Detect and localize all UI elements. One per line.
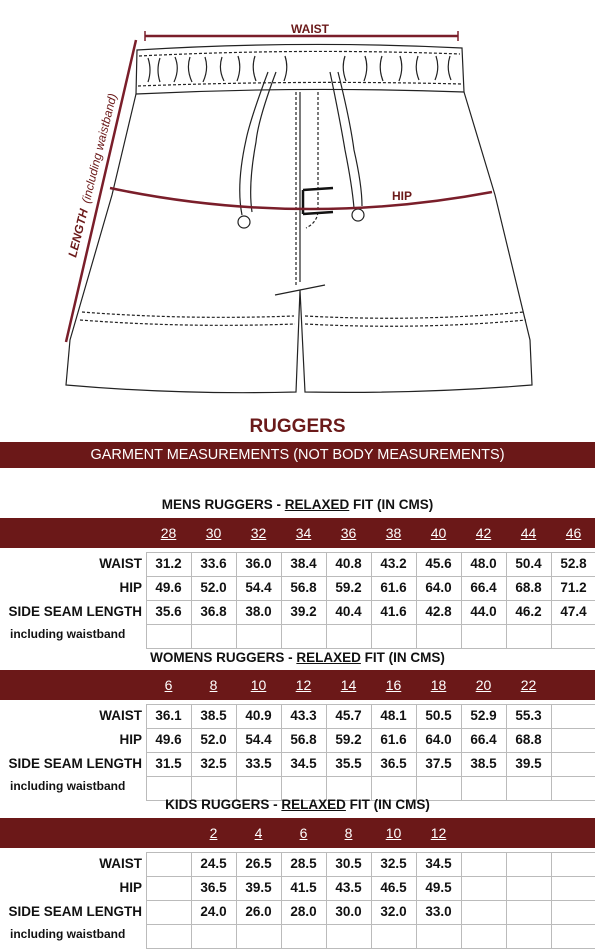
size-header: 20 bbox=[475, 677, 492, 693]
waistband-note: including waistband bbox=[10, 927, 126, 941]
measure-value: 28.0 bbox=[290, 904, 317, 919]
size-header: 22 bbox=[520, 677, 537, 693]
measure-value: 30.0 bbox=[335, 904, 362, 919]
measure-value: 43.2 bbox=[380, 556, 407, 571]
size-header: 28 bbox=[160, 525, 177, 541]
measure-label: HIP bbox=[119, 580, 142, 595]
measure-value: 36.0 bbox=[245, 556, 272, 571]
measure-value: 56.8 bbox=[290, 580, 317, 595]
measure-value: 52.0 bbox=[200, 580, 227, 595]
measure-value: 41.6 bbox=[380, 604, 407, 619]
size-header: 30 bbox=[205, 525, 222, 541]
measure-value: 64.0 bbox=[425, 732, 452, 747]
measure-value: 39.2 bbox=[290, 604, 317, 619]
measure-value: 32.5 bbox=[200, 756, 227, 771]
measure-value: 33.6 bbox=[200, 556, 227, 571]
measure-value: 39.5 bbox=[245, 880, 272, 895]
size-header: 36 bbox=[340, 525, 357, 541]
size-header-row bbox=[0, 670, 595, 700]
measure-value: 38.4 bbox=[290, 556, 317, 571]
measurement-banner: GARMENT MEASUREMENTS (NOT BODY MEASUREMENTS) bbox=[0, 442, 595, 468]
shorts-diagram bbox=[0, 0, 595, 410]
measure-value: 33.0 bbox=[425, 904, 452, 919]
grid-line bbox=[146, 624, 595, 625]
measure-value: 59.2 bbox=[335, 580, 362, 595]
measure-value: 26.5 bbox=[245, 856, 272, 871]
measure-label: SIDE SEAM LENGTH bbox=[8, 904, 142, 919]
svg-text:LENGTH (including waistb bbox=[65, 92, 119, 259]
grid-line bbox=[146, 776, 595, 777]
measure-label: SIDE SEAM LENGTH bbox=[8, 756, 142, 771]
measure-value: 40.4 bbox=[335, 604, 362, 619]
measure-value: 40.9 bbox=[245, 708, 272, 723]
measure-value: 46.5 bbox=[380, 880, 407, 895]
measure-value: 64.0 bbox=[425, 580, 452, 595]
measure-value: 35.5 bbox=[335, 756, 362, 771]
measure-value: 49.6 bbox=[155, 732, 182, 747]
length-label-note: (including waistband) bbox=[78, 91, 120, 205]
measure-value: 68.8 bbox=[515, 580, 542, 595]
size-header-row bbox=[0, 818, 595, 848]
measure-value: 43.5 bbox=[335, 880, 362, 895]
measure-value: 68.8 bbox=[515, 732, 542, 747]
measure-value: 54.4 bbox=[245, 580, 272, 595]
measure-label: WAIST bbox=[99, 708, 142, 723]
waistband-note: including waistband bbox=[10, 627, 126, 641]
grid-line bbox=[146, 924, 595, 925]
size-header: 46 bbox=[565, 525, 582, 541]
size-header: 14 bbox=[340, 677, 357, 693]
measure-label: HIP bbox=[119, 880, 142, 895]
measure-value: 54.4 bbox=[245, 732, 272, 747]
size-header: 34 bbox=[295, 525, 312, 541]
size-header: 42 bbox=[475, 525, 492, 541]
grid-line bbox=[146, 648, 595, 649]
measure-value: 48.1 bbox=[380, 708, 407, 723]
measure-value: 28.5 bbox=[290, 856, 317, 871]
measure-value: 32.5 bbox=[380, 856, 407, 871]
measure-value: 50.5 bbox=[425, 708, 452, 723]
mens-table-title: MENS RUGGERS - RELAXED FIT (IN CMS) bbox=[161, 497, 434, 512]
grid-line bbox=[146, 876, 595, 877]
measure-value: 61.6 bbox=[380, 732, 407, 747]
grid-line bbox=[146, 852, 595, 853]
size-header: 38 bbox=[385, 525, 402, 541]
measure-value: 39.5 bbox=[515, 756, 542, 771]
size-header: 8 bbox=[344, 825, 353, 841]
measure-value: 41.5 bbox=[290, 880, 317, 895]
measure-value: 55.3 bbox=[515, 708, 542, 723]
measure-value: 59.2 bbox=[335, 732, 362, 747]
measure-value: 36.5 bbox=[380, 756, 407, 771]
grid-line bbox=[146, 752, 595, 753]
measure-value: 44.0 bbox=[470, 604, 497, 619]
page-title: RUGGERS bbox=[249, 416, 346, 437]
size-header: 8 bbox=[209, 677, 218, 693]
measure-value: 30.5 bbox=[335, 856, 362, 871]
waist-label: WAIST bbox=[291, 22, 329, 36]
length-label: LENGTH bbox=[65, 207, 91, 259]
size-header: 2 bbox=[209, 825, 218, 841]
measure-value: 50.4 bbox=[515, 556, 542, 571]
size-header: 12 bbox=[295, 677, 312, 693]
size-header-row bbox=[0, 518, 595, 548]
size-header: 44 bbox=[520, 525, 537, 541]
measure-value: 36.5 bbox=[200, 880, 227, 895]
measure-value: 24.0 bbox=[200, 904, 227, 919]
size-header: 18 bbox=[430, 677, 447, 693]
measure-value: 49.6 bbox=[155, 580, 182, 595]
grid-line bbox=[146, 600, 595, 601]
measure-label: SIDE SEAM LENGTH bbox=[8, 604, 142, 619]
measure-value: 24.5 bbox=[200, 856, 227, 871]
measure-value: 66.4 bbox=[470, 732, 497, 747]
measure-label: WAIST bbox=[99, 556, 142, 571]
measure-value: 56.8 bbox=[290, 732, 317, 747]
measure-value: 26.0 bbox=[245, 904, 272, 919]
womens-table-title: WOMENS RUGGERS - RELAXED FIT (IN CMS) bbox=[150, 650, 445, 665]
kids-table-title: KIDS RUGGERS - RELAXED FIT (IN CMS) bbox=[165, 797, 430, 812]
measure-value: 34.5 bbox=[425, 856, 452, 871]
measure-value: 71.2 bbox=[560, 580, 587, 595]
hip-label: HIP bbox=[392, 189, 413, 203]
size-header: 12 bbox=[430, 825, 447, 841]
measure-value: 36.8 bbox=[200, 604, 227, 619]
measure-value: 36.1 bbox=[155, 708, 182, 723]
measure-label: HIP bbox=[119, 732, 142, 747]
measure-value: 46.2 bbox=[515, 604, 542, 619]
measure-value: 38.0 bbox=[245, 604, 272, 619]
measure-value: 33.5 bbox=[245, 756, 272, 771]
measure-value: 40.8 bbox=[335, 556, 362, 571]
measure-value: 66.4 bbox=[470, 580, 497, 595]
grid-line bbox=[146, 576, 595, 577]
size-header: 10 bbox=[250, 677, 267, 693]
measure-value: 45.7 bbox=[335, 708, 362, 723]
measure-value: 52.9 bbox=[470, 708, 497, 723]
grid-line bbox=[146, 704, 595, 705]
measure-value: 31.2 bbox=[155, 556, 182, 571]
measure-value: 35.6 bbox=[155, 604, 182, 619]
measure-value: 49.5 bbox=[425, 880, 452, 895]
measure-value: 48.0 bbox=[470, 556, 497, 571]
size-header: 6 bbox=[299, 825, 308, 841]
measure-value: 52.0 bbox=[200, 732, 227, 747]
grid-line bbox=[146, 900, 595, 901]
grid-line bbox=[146, 552, 595, 553]
measure-value: 42.8 bbox=[425, 604, 452, 619]
measure-value: 38.5 bbox=[200, 708, 227, 723]
size-header: 6 bbox=[164, 677, 173, 693]
size-header: 10 bbox=[385, 825, 402, 841]
measure-value: 61.6 bbox=[380, 580, 407, 595]
measure-value: 43.3 bbox=[290, 708, 317, 723]
grid-line bbox=[146, 728, 595, 729]
measure-value: 52.8 bbox=[560, 556, 587, 571]
measure-value: 31.5 bbox=[155, 756, 182, 771]
size-header: 32 bbox=[250, 525, 267, 541]
measure-value: 32.0 bbox=[380, 904, 407, 919]
measure-value: 37.5 bbox=[425, 756, 452, 771]
waistband-note: including waistband bbox=[10, 779, 126, 793]
measure-value: 38.5 bbox=[470, 756, 497, 771]
measure-value: 45.6 bbox=[425, 556, 452, 571]
size-header: 40 bbox=[430, 525, 447, 541]
measure-label: WAIST bbox=[99, 856, 142, 871]
measure-value: 34.5 bbox=[290, 756, 317, 771]
measure-value: 47.4 bbox=[560, 604, 587, 619]
size-header: 16 bbox=[385, 677, 402, 693]
size-header: 4 bbox=[254, 825, 263, 841]
